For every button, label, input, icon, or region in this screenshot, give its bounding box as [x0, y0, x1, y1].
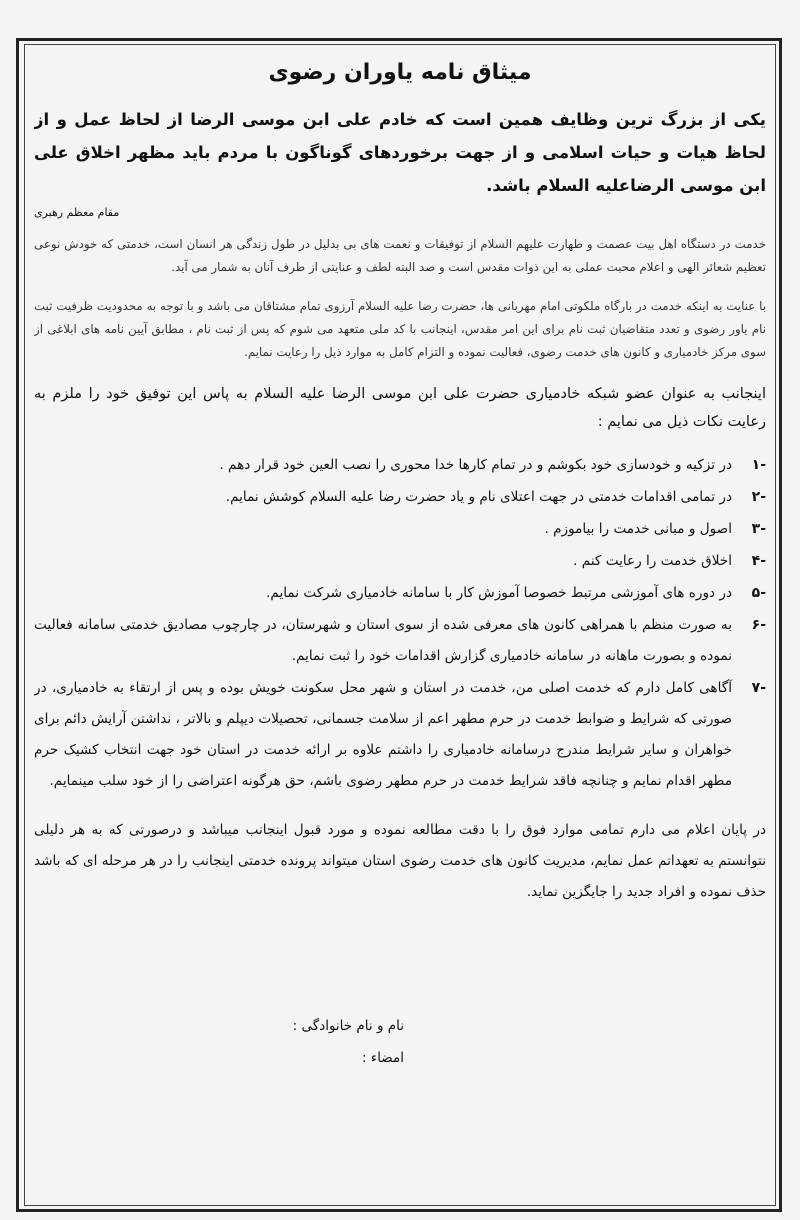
- intro-paragraph: خدمت در دستگاه اهل بیت عصمت و طهارت علیهم السلام از توفیقات و نعمت های بی بدلیل در طول زندگی هر انسان است، خدمتی که خودش نوعی تعظیم شعائر الهی و اعلام محبت عملی به این ذوات مقدس است و صد البته لطف و عنایتی از طرف آنان به شمار می آید.: [34, 237, 766, 274]
- rule-text: آگاهی کامل دارم که خدمت اصلی من، خدمت در استان و شهر محل سکونت خویش بوده و پس از ارتقاء به خادمیاری، در صورتی که شرایط و ضوابط خدمت در حرم مطهر اعم از سلامت جسمانی، تحصیلات دیپلم و بالاتر ، نداشتن آرایش دائم برای خواهران و سایر شرایط مندرج درسامانه خادمیاری را داشتم علاوه بر ارائه خدمت در استان خود جهت انتخاب کشیک حرم مطهر اقدام نمایم و چنانچه فاقد شرایط خدمت در حرم مطهر رضوی باشم، حق هرگونه اعتراضی را از خود سلب مینمایم.: [34, 680, 732, 789]
- rule-text: در تزکیه و خودسازی خود بکوشم و در تمام کارها خدا محوری را نصب العین خود قرار دهم .: [219, 457, 732, 473]
- rule-number: -۷: [751, 680, 766, 696]
- rule-item: [34, 450, 766, 481]
- closing-paragraph: در پایان اعلام می دارم تمامی موارد فوق را با دقت مطالعه نموده و مورد قبول اینجانب میباشد و درصورتی که به هر دلیلی نتوانستم به تعهداتم عمل نمایم، مدیریت کانون های خدمت رضوی استان میتواند پرونده خدمتی اینجانب را در هر مرحله ای که باشد حذف نموده و افراد جدید را جایگزین نماید.: [34, 822, 766, 900]
- rule-number: -۵: [751, 585, 766, 601]
- rule-number: -۶: [751, 617, 766, 633]
- rule-item: [34, 546, 766, 577]
- document-page: [34, 52, 766, 1202]
- rule-text: در تمامی اقدامات خدمتی در جهت اعتلای نام و یاد حضرت رضا علیه السلام کوشش نمایم.: [225, 489, 732, 505]
- signature-block: [293, 1010, 404, 1074]
- document-title: میثاق نامه یاوران رضوی: [268, 60, 532, 85]
- signature-field-label: امضاء :: [362, 1050, 404, 1066]
- rules-list: [34, 450, 766, 797]
- quote-source: مقام معظم رهبری: [34, 206, 120, 219]
- rule-item: [34, 673, 766, 797]
- rule-number: -۱: [751, 457, 766, 473]
- rule-item: [34, 514, 766, 545]
- rule-number: -۳: [751, 521, 766, 537]
- declaration-paragraph: با عنایت به اینکه خدمت در بارگاه ملکوتی امام مهربانی ها، حضرت رضا علیه السلام آرزوی تمام مشتاقان می باشد و با توجه به محدودیت ظرفیت ثبت نام یاور رضوی و تعدد متقاضیان ثبت نام برای این امر مقدس، اینجانب با کد ملی متعهد می شوم که پس از ثبت نام ، مطابق آیین نامه های ابلاغی از سوی مرکز خادمیاری و کانون های خدمت رضوی، فعالیت نموده و التزام کامل به موارد ذیل را رعایت نمایم.: [34, 299, 766, 359]
- rule-item: [34, 578, 766, 609]
- rule-number: -۲: [751, 489, 766, 505]
- rule-text: اصول و مبانی خدمت را بیاموزم .: [544, 521, 732, 537]
- name-field-label: نام و نام خانوادگی :: [292, 1018, 404, 1034]
- lead-quote: یکی از بزرگ ترین وظایف همین است که خادم علی ابن موسی الرضا از لحاظ عمل و از لحاظ هیات و حیات اسلامی و از جهت برخوردهای گوناگون با مردم باید مظهر اخلاق علی ابن موسی الرضاعلیه السلام باشد.: [34, 110, 766, 195]
- rule-item: [34, 610, 766, 672]
- rule-item: [34, 482, 766, 513]
- commitment-intro: اینجانب به عنوان عضو شبکه خادمیاری حضرت علی ابن موسی الرضا علیه السلام به پاس این توفیق خود را ملزم به رعایت نکات ذیل می نمایم :: [34, 386, 766, 430]
- rule-text: در دوره های آموزشی مرتبط خصوصا آموزش کار با سامانه خادمیاری شرکت نمایم.: [266, 585, 732, 601]
- rule-text: اخلاق خدمت را رعایت کنم .: [573, 553, 732, 569]
- rule-text: به صورت منظم با همراهی کانون های معرفی شده از سوی استان و شهرستان، در چارچوب مصادیق خدمتی سامانه فعالیت نموده و بصورت ماهانه در سامانه خادمیاری گزارش اقدامات خود را ثبت نمایم.: [34, 617, 732, 664]
- rule-number: -۴: [751, 553, 766, 569]
